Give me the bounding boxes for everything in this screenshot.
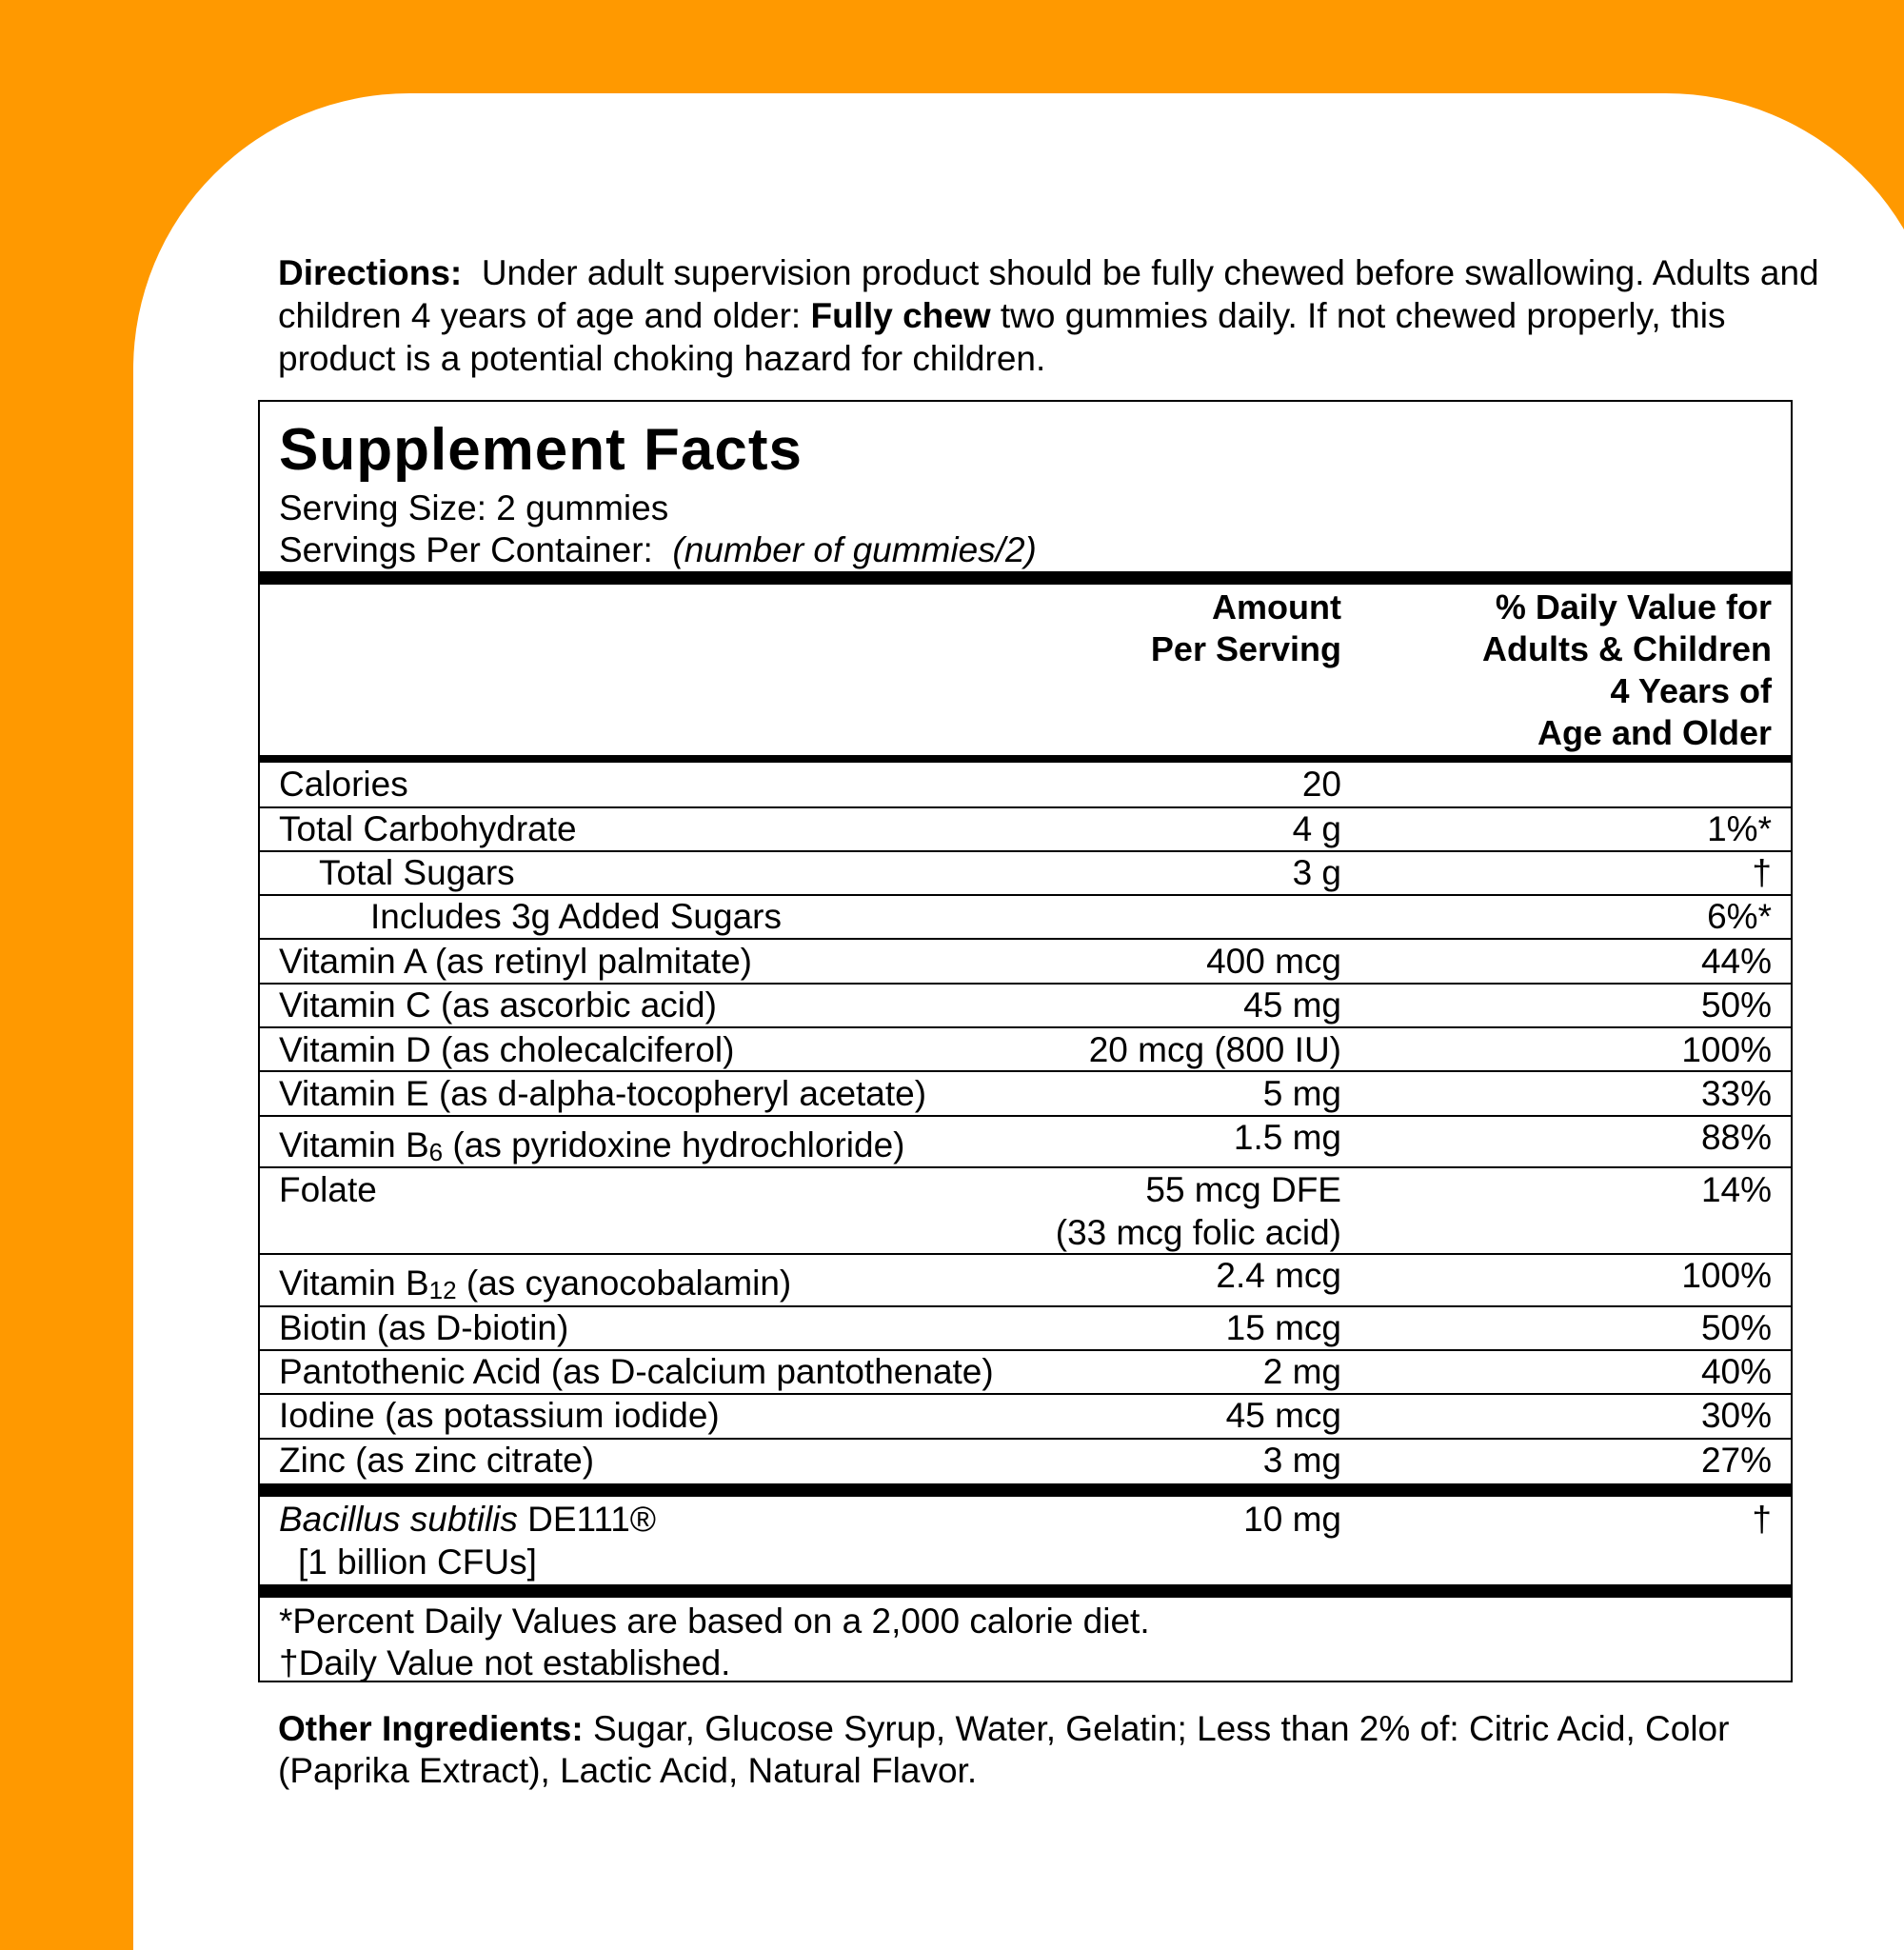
nutrient-dv: 100%	[1681, 1256, 1772, 1295]
nutrient-dv: 100%	[1681, 1030, 1772, 1069]
directions-text-1: Under adult supervision product should be fully chewed before swallowing. Adults and children 4 years of age and older:	[278, 253, 1819, 335]
facts-title: Supplement Facts	[279, 417, 803, 483]
thick-divider	[260, 1483, 1791, 1497]
row-divider	[260, 1115, 1791, 1117]
other-ingredients-text: Sugar, Glucose Syrup, Water, Gelatin; Less than 2% of: Citric Acid, Color (Paprika Extract), Lactic Acid, Natural Flavor.	[278, 1709, 1730, 1790]
supplement-facts-table	[258, 400, 1793, 1682]
nutrient-amount: 2 mg	[1262, 1352, 1341, 1391]
nutrient-name: Total Sugars	[319, 853, 515, 892]
probiotic-name	[279, 1499, 656, 1541]
other-ingredients	[278, 1708, 1820, 1792]
servings-value: (number of gummies/2)	[672, 530, 1037, 569]
header-amount-line: Amount	[1212, 587, 1341, 627]
header-dv-line: Adults & Children	[1482, 629, 1772, 668]
nutrient-name: Includes 3g Added Sugars	[370, 897, 782, 936]
row-divider	[260, 1026, 1791, 1028]
header-amount	[1151, 587, 1341, 670]
nutrient-name: Vitamin A (as retinyl palmitate)	[279, 942, 752, 981]
nutrient-name-part: Vitamin B	[279, 1264, 429, 1303]
nutrient-dv: 50%	[1700, 985, 1772, 1025]
footnote-daily-values: *Percent Daily Values are based on a 2,000 calorie diet.	[279, 1602, 1150, 1641]
nutrient-name	[279, 1263, 791, 1311]
nutrient-dv: 1%*	[1707, 809, 1772, 848]
nutrient-name: Vitamin C (as ascorbic acid)	[279, 985, 717, 1025]
nutrient-name: Calories	[279, 765, 408, 804]
servings-label: Servings Per Container:	[279, 530, 653, 569]
nutrient-amount: 45 mcg	[1225, 1396, 1341, 1435]
nutrient-dv: 40%	[1700, 1352, 1772, 1391]
nutrient-dv: 14%	[1700, 1170, 1772, 1209]
header-amount-line: Per Serving	[1150, 629, 1341, 668]
header-daily-value	[1482, 587, 1772, 754]
medium-divider	[260, 755, 1791, 763]
header-dv-line: 4 Years of	[1610, 671, 1772, 710]
nutrient-amount: 400 mcg	[1206, 942, 1341, 981]
nutrient-amount: 3 mg	[1262, 1441, 1341, 1480]
header-dv-line: % Daily Value for	[1495, 587, 1772, 627]
nutrient-amount: 2.4 mcg	[1216, 1256, 1341, 1295]
nutrient-amount: 15 mcg	[1225, 1308, 1341, 1347]
nutrient-dv: 88%	[1700, 1118, 1772, 1157]
nutrient-amount-detail: (33 mcg folic acid)	[1055, 1213, 1341, 1252]
nutrient-amount: 20 mcg (800 IU)	[1088, 1030, 1341, 1069]
nutrient-amount: 55 mcg DFE	[1145, 1170, 1341, 1209]
directions-bold: Fully chew	[810, 296, 991, 335]
probiotic-amount: 10 mg	[1243, 1500, 1341, 1539]
nutrient-dv: 50%	[1700, 1308, 1772, 1347]
probiotic-dv: †	[1752, 1500, 1772, 1539]
nutrient-dv: 27%	[1700, 1441, 1772, 1480]
header-dv-line: Age and Older	[1537, 713, 1772, 752]
nutrient-name: Pantothenic Acid (as D-calcium pantothenate)	[279, 1352, 994, 1391]
nutrient-name: Folate	[279, 1170, 377, 1209]
probiotic-strain: DE111®	[517, 1500, 657, 1539]
nutrient-name: Vitamin D (as cholecalciferol)	[279, 1030, 735, 1069]
nutrient-name-part: Vitamin B	[279, 1125, 429, 1164]
servings-per-container	[279, 529, 1037, 571]
nutrient-name: Zinc (as zinc citrate)	[279, 1441, 595, 1480]
nutrient-name: Biotin (as D-biotin)	[279, 1308, 569, 1347]
serving-size: Serving Size: 2 gummies	[279, 488, 669, 527]
nutrient-amount: 20	[1301, 765, 1341, 804]
probiotic-species: Bacillus subtilis	[279, 1500, 518, 1539]
nutrient-dv: 30%	[1700, 1396, 1772, 1435]
other-ingredients-label: Other Ingredients:	[278, 1709, 584, 1748]
nutrient-amount: 3 g	[1292, 853, 1341, 892]
row-divider	[260, 1253, 1791, 1255]
nutrient-dv: 44%	[1700, 942, 1772, 981]
probiotic-cfu: [1 billion CFUs]	[298, 1542, 537, 1582]
nutrient-name-part: (as cyanocobalamin)	[456, 1264, 792, 1303]
nutrient-dv: 33%	[1700, 1074, 1772, 1113]
nutrient-name-subscript: 12	[428, 1276, 457, 1304]
thick-divider	[260, 571, 1791, 585]
nutrient-name: Iodine (as potassium iodide)	[279, 1396, 720, 1435]
nutrient-amount: 45 mg	[1243, 985, 1341, 1025]
nutrient-name: Total Carbohydrate	[279, 809, 577, 848]
footnote-not-established: †Daily Value not established.	[279, 1643, 731, 1682]
nutrient-amount: 5 mg	[1262, 1074, 1341, 1113]
nutrient-amount: 1.5 mg	[1233, 1118, 1341, 1157]
thick-divider	[260, 1584, 1791, 1598]
row-divider	[260, 938, 1791, 940]
directions-label: Directions:	[278, 253, 463, 292]
row-divider	[260, 1070, 1791, 1072]
row-divider	[260, 1166, 1791, 1168]
nutrient-dv: 6%*	[1707, 897, 1772, 936]
directions-text	[278, 251, 1820, 380]
directions-text-2: two gummies daily. If not chewed properly, this product is a potential choking hazard for children.	[278, 296, 1726, 378]
nutrient-dv: †	[1752, 853, 1772, 892]
nutrient-name: Vitamin E (as d-alpha-tocopheryl acetate)	[279, 1074, 927, 1113]
nutrient-name-subscript: 6	[428, 1138, 444, 1166]
nutrient-amount: 4 g	[1292, 809, 1341, 848]
nutrient-name-part: (as pyridoxine hydrochloride)	[443, 1125, 905, 1164]
